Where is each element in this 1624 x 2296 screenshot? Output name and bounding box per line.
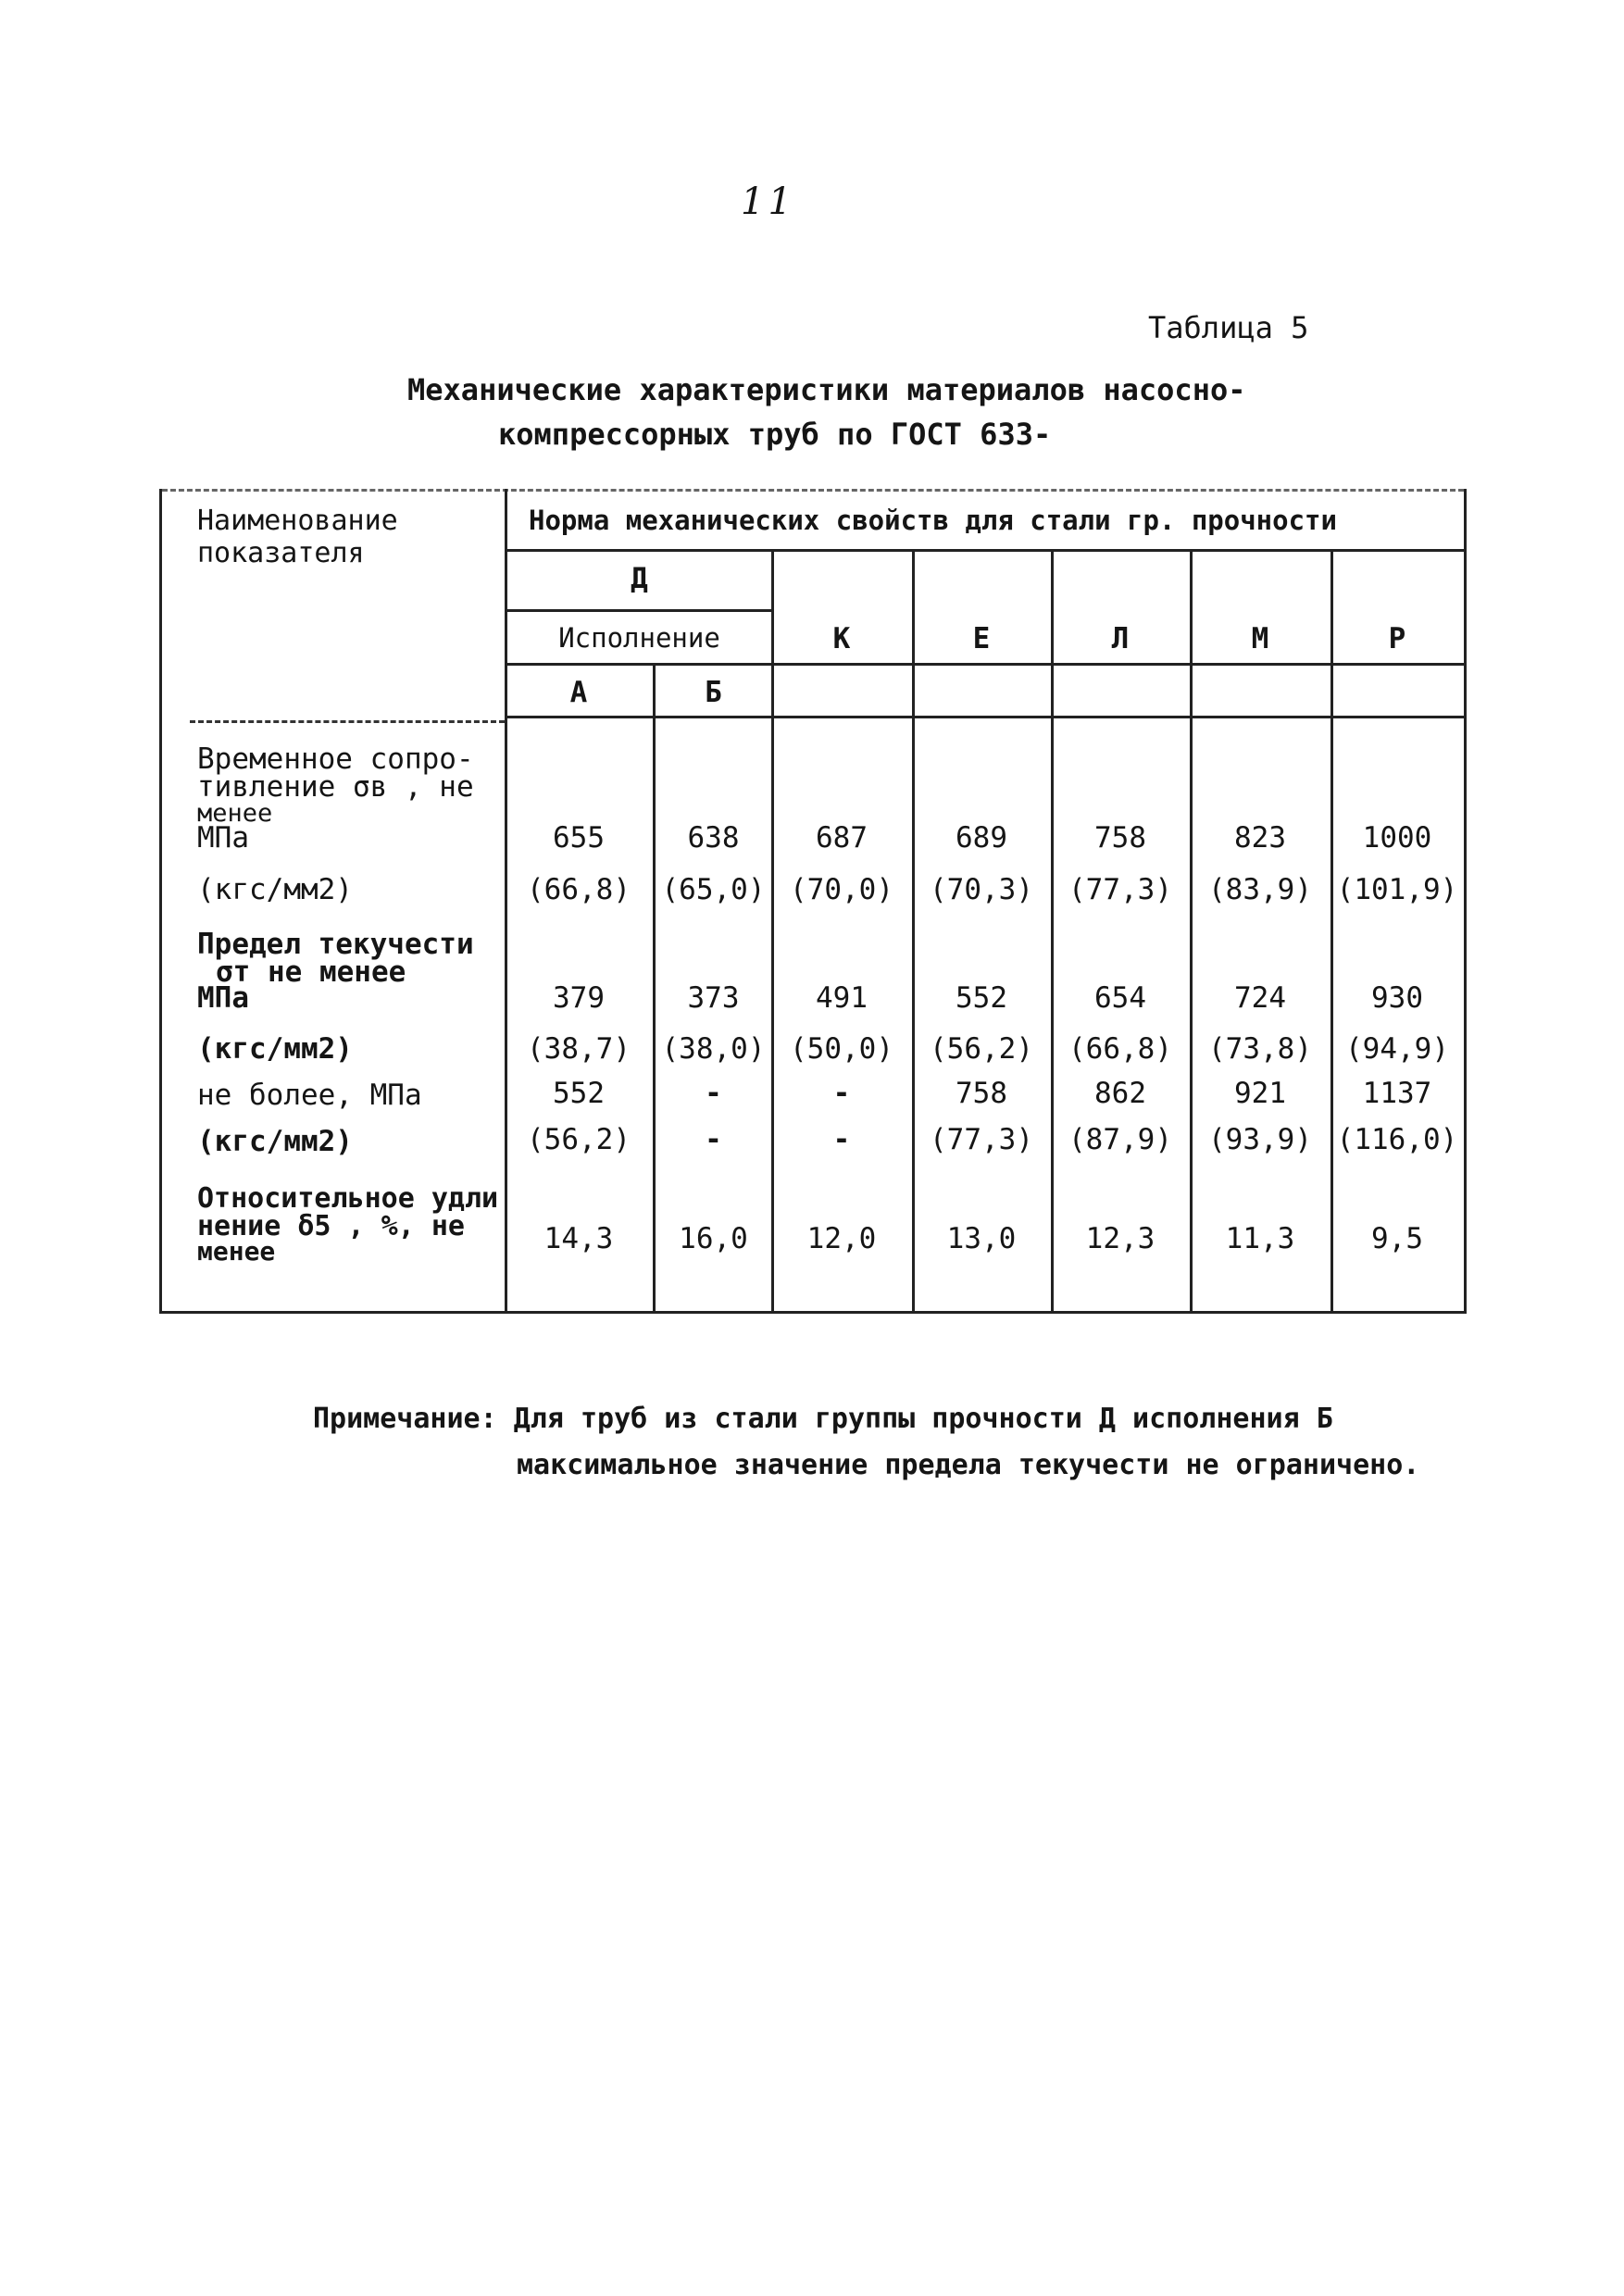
yield-mpa-k: 491 (816, 981, 868, 1015)
yield-mpa-m: 724 (1234, 981, 1286, 1015)
tensile-kgf-d-b: (65,0) (661, 873, 766, 906)
header-separator (190, 720, 505, 723)
yield-max-mpa-k: - (832, 1077, 851, 1110)
header-group-e: Е (972, 622, 991, 655)
elongation-m: 11,3 (1225, 1222, 1295, 1255)
yield-kgf-m: (73,8) (1208, 1032, 1312, 1066)
tensile-kgf-l: (77,3) (1068, 873, 1172, 906)
tensile-mpa-r: 1000 (1362, 821, 1432, 855)
elongation-l: 12,3 (1085, 1222, 1156, 1255)
note-line-2: максимальное значение предела текучести не ограничено. (517, 1449, 1420, 1481)
tensile-kgf-d-a: (66,8) (527, 873, 631, 906)
tensile-mpa-l: 758 (1094, 821, 1146, 855)
tensile-mpa-m: 823 (1234, 821, 1286, 855)
yield-name-line-1: Предел текучести (197, 928, 474, 961)
elongation-name-line-2: нение δ5 , %, не (197, 1210, 465, 1242)
header-group-k: К (832, 622, 851, 655)
tensile-name-line-4: МПа (197, 821, 249, 855)
yield-kgf-d-a: (38,7) (527, 1032, 631, 1066)
yield-mpa-r: 930 (1371, 981, 1423, 1015)
elongation-e: 13,0 (946, 1222, 1017, 1255)
yield-max-kgf-l: (87,9) (1068, 1123, 1172, 1156)
table-label: Таблица 5 (1148, 310, 1309, 345)
yield-max-mpa-d-b: - (705, 1077, 722, 1110)
tensile-kgf-e: (70,3) (930, 873, 1033, 906)
elongation-r: 9,5 (1371, 1222, 1423, 1255)
yield-max-mpa-m: 921 (1234, 1077, 1286, 1110)
yield-max-unit: (кгс/мм2) (197, 1125, 353, 1158)
grid-hline (505, 663, 1464, 666)
table-caption-line-1: Механические характеристики материалов насосно- (407, 372, 1246, 407)
yield-kgf-e: (56,2) (930, 1032, 1033, 1066)
yield-max-mpa-d-a: 552 (553, 1077, 605, 1110)
yield-mpa-e: 552 (956, 981, 1007, 1015)
header-group-l: Л (1111, 622, 1130, 655)
table-caption-line-2: компрессорных труб по ГОСТ 633- (498, 417, 1052, 452)
yield-max-kgf-k: - (832, 1123, 851, 1156)
header-group-r: Р (1388, 622, 1406, 655)
yield-mpa-d-a: 379 (553, 981, 605, 1015)
header-indicator-line-2: показателя (197, 537, 365, 569)
grid-hline (505, 609, 774, 612)
elongation-d-a: 14,3 (543, 1222, 614, 1255)
yield-max-kgf-d-a: (56,2) (527, 1123, 631, 1156)
header-execution: Исполнение (558, 622, 720, 654)
tensile-mpa-d-a: 655 (553, 821, 605, 855)
yield-max-kgf-m: (93,9) (1208, 1123, 1312, 1156)
yield-max-label: не более, МПа (197, 1079, 422, 1112)
tensile-unit-alt: (кгс/мм2) (197, 873, 353, 906)
yield-max-mpa-e: 758 (956, 1077, 1007, 1110)
header-exec-a: А (569, 676, 588, 709)
note-line-1: Примечание: Для труб из стали группы прочности Д исполнения Б (313, 1403, 1333, 1435)
grid-hline (505, 549, 1464, 552)
tensile-kgf-m: (83,9) (1208, 873, 1312, 906)
table-top-border (162, 489, 1464, 492)
yield-kgf-k: (50,0) (790, 1032, 893, 1066)
yield-max-kgf-r: (116,0) (1336, 1123, 1458, 1156)
yield-name-line-2: σт не менее (216, 955, 406, 989)
elongation-d-b: 16,0 (679, 1222, 748, 1255)
yield-name-line-3: МПа (197, 981, 249, 1015)
properties-table (159, 489, 1467, 1314)
tensile-kgf-k: (70,0) (790, 873, 893, 906)
yield-kgf-l: (66,8) (1068, 1032, 1172, 1066)
tensile-kgf-r: (101,9) (1336, 873, 1458, 906)
tensile-mpa-k: 687 (816, 821, 868, 855)
tensile-name-line-3: менее (197, 799, 273, 828)
yield-unit-alt: (кгс/мм2) (197, 1032, 353, 1066)
yield-mpa-d-b: 373 (687, 981, 740, 1015)
header-group-m: М (1251, 622, 1269, 655)
yield-max-kgf-e: (77,3) (930, 1123, 1033, 1156)
yield-mpa-l: 654 (1094, 981, 1146, 1015)
header-group-d: Д (631, 562, 648, 595)
yield-kgf-d-b: (38,0) (661, 1032, 766, 1066)
yield-max-mpa-l: 862 (1094, 1077, 1146, 1110)
header-indicator-line-1: Наименование (197, 505, 398, 537)
header-exec-b: Б (705, 676, 722, 709)
tensile-name-line-1: Временное сопро- (197, 742, 474, 776)
tensile-name-line-2: тивление σв , не (197, 770, 474, 804)
grid-hline (505, 716, 1464, 718)
tensile-mpa-d-b: 638 (687, 821, 740, 855)
elongation-name-line-1: Относительное удли (197, 1182, 499, 1215)
elongation-name-line-3: менее (197, 1236, 276, 1267)
yield-max-kgf-d-b: - (705, 1123, 722, 1156)
elongation-k: 12,0 (806, 1222, 877, 1255)
yield-kgf-r: (94,9) (1345, 1032, 1449, 1066)
page-number: 11 (741, 181, 795, 223)
yield-max-mpa-r: 1137 (1362, 1077, 1432, 1110)
tensile-mpa-e: 689 (956, 821, 1007, 855)
header-norm: Норма механических свойств для стали гр. прочности (529, 505, 1337, 536)
